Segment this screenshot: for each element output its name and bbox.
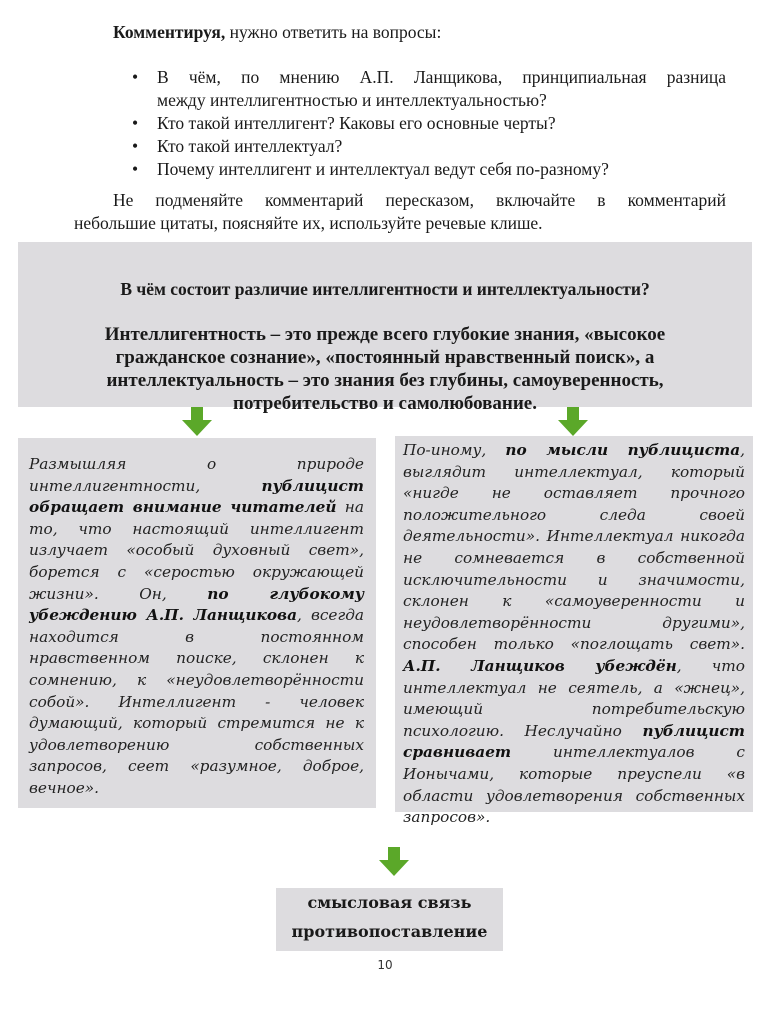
question-text-line2: между интеллигентностью и интеллектуальностью? — [157, 90, 547, 110]
arrow-down-icon — [181, 407, 213, 437]
arrow-down-icon — [378, 847, 410, 877]
question-text-line1: В чём, по мнению А.П. Ланщикова, принципиальная разница — [157, 67, 726, 87]
question-text: Почему интеллигент и интеллектуал ведут себя по-разному? — [157, 159, 609, 179]
advice-paragraph — [74, 189, 726, 235]
page-number: 10 — [377, 958, 393, 972]
text-span: Размышляя о природе интеллигентности, — [29, 455, 364, 495]
arrow-down-icon — [557, 407, 589, 437]
emphasis-text: публицист обращает внимание читателей — [29, 476, 364, 517]
intro-lead-rest: нужно ответить на вопросы: — [225, 22, 442, 42]
thesis-heading: В чём состоит различие интеллигентности и интеллектуальности? — [120, 279, 650, 299]
semantic-link-label: смысловая связь — [307, 893, 472, 912]
question-text: Кто такой интеллектуал? — [157, 136, 343, 156]
text-span: интеллектуалов с Ионычами, которые преуспели «в области удовлетворения собственных запросов». — [403, 743, 745, 827]
advice-line2: небольшие цитаты, поясняйте их, используйте речевые клише. — [74, 213, 543, 233]
intro-lead — [113, 21, 733, 44]
question-item — [120, 158, 726, 181]
emphasis-text: по глубокому убеждению А.П. Ланщикова — [29, 584, 364, 625]
question-item — [120, 66, 726, 112]
question-item — [120, 135, 726, 158]
thesis-text: Интеллигентность – это прежде всего глубокие знания, «высокое гражданское сознание», «постоянный нравственный поиск», а интеллектуальность – это знания без глубины, самоуверенность, потребительство и самолюбование. — [104, 324, 666, 414]
intro-lead-bold: Комментируя, — [113, 22, 226, 42]
question-item — [120, 112, 726, 135]
intellectual-description-box — [395, 436, 753, 827]
main-thesis-box — [18, 242, 752, 414]
question-text: Кто такой интеллигент? Каковы его основные черты? — [157, 113, 556, 133]
text-span: , что интеллектуал не сеятель, а «жнец», имеющий потребительскую психологию. Неслучайно — [403, 656, 745, 740]
emphasis-text: А.П. Ланщиков убеждён — [403, 656, 677, 675]
bullet-icon: • — [132, 67, 139, 87]
text-span: , выглядит интеллектуал, который «нигде не оставляет прочного положительного следа своей деятельности». Интеллектуал никогда не сомневается в собственной исключительности и значимости, склонен к «самоуверенности и неудовлетворённости другими», способен только «поглощать свет». — [403, 441, 746, 654]
advice-line1: Не подменяйте комментарий пересказом, включайте в комментарий — [113, 190, 726, 210]
intelligent-description-box — [18, 438, 376, 808]
semantic-link-type: противопоставление — [291, 922, 488, 941]
bullet-icon: • — [132, 159, 139, 179]
emphasis-text: публицист сравнивает — [403, 721, 745, 762]
emphasis-text: по мысли публициста — [505, 441, 741, 459]
text-span: По-иному, — [403, 441, 506, 459]
bullet-icon: • — [132, 136, 139, 156]
semantic-link-box — [276, 888, 503, 951]
text-span: на то, что настоящий интеллигент излучает «особый духовный свет», борется с «серостью окружающей жизни». Он, — [29, 498, 365, 603]
question-list — [120, 66, 726, 181]
bullet-icon: • — [132, 113, 139, 133]
text-span: , всегда находится в постоянном нравственном поиске, склонен к сомнению, к «неудовлетворённости собой». Интеллигент - человек думающий, который стремится не к удовлетворению собственных запросов, сеет «разумное, доброе, вечное». — [29, 606, 365, 797]
